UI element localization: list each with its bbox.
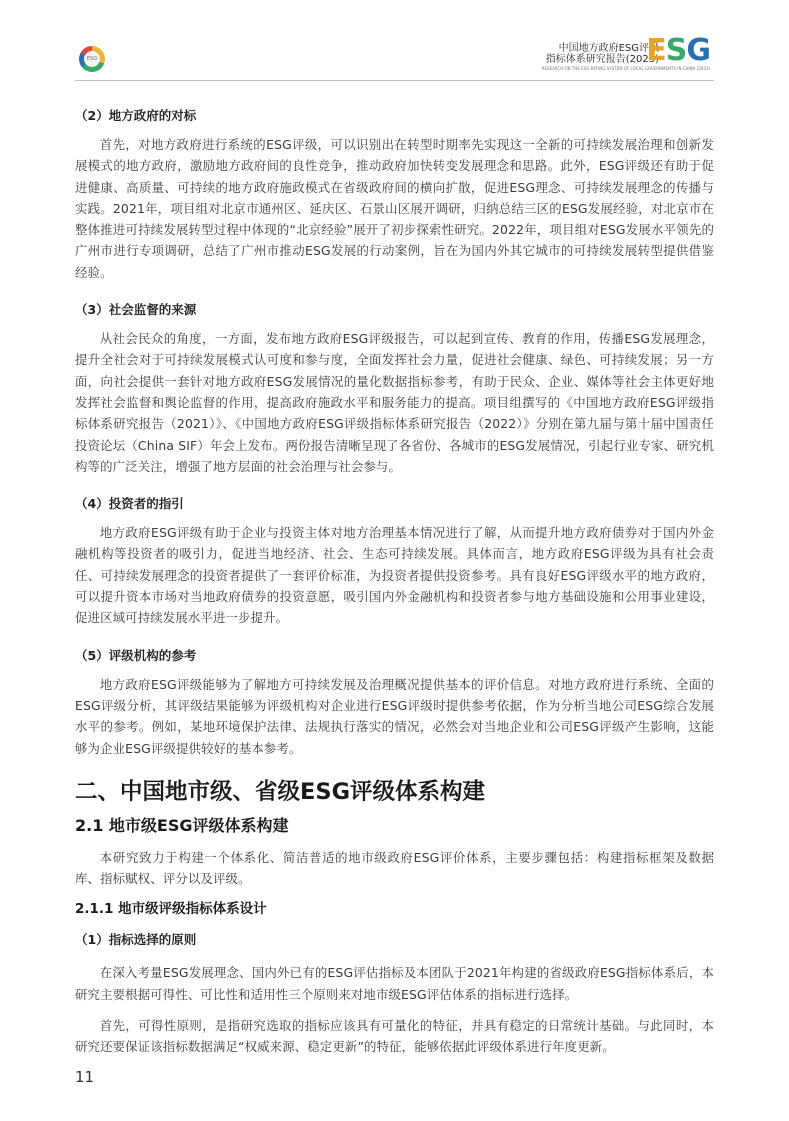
page-content bbox=[75, 104, 714, 1058]
section-heading-2-1-1: 2.1.1 地市级评级指标体系设计 bbox=[75, 901, 267, 918]
paragraph-social-supervision: 从社会民众的角度，一方面，发布地方政府ESG评级报告，可以起到宣传、教育的作用，传播ESG发展理念，提升全社会对于可持续发展模式认可度和参与度，全面发挥社会力量，促进社会健康、绿色、可持续发展；另一方面，向社会提供一套针对地方政府ESG发展情况的量化数据指标参考，有助于民众、企业、媒体等社会主体更好地发挥社会监督和舆论监督的作用，提高政府施政水平和服务能力的提高。项目组撰写的《中国地方政府ESG评级指标体系研究报告（2021）》、《中国地方政府ESG评级指标体系研究报告（2022）》分别在第九届与第十届中国责任投资论坛（China SIF）年会上发布。两份报告清晰呈现了各省份、各城市的ESG发展情况，引起行业专家、研究机构等的广泛关注，增强了地方层面的社会治理与社会参与。 bbox=[75, 331, 714, 474]
paragraph-government-benchmark: 首先，对地方政府进行系统的ESG评级，可以识别出在转型时期率先实现这一全新的可持续发展治理和创新发展模式的地方政府，激励地方政府间的良性竞争，推动政府加快转变发展理念和思路。此外，ESG评级还有助于促进健康、高质量、可持续的地方政府施政模式在省级政府间的横向扩散，促进ESG理念、可持续发展理念的传播与实践。2021年，项目组对北京市通州区、延庆区、石景山区展开调研，归纳总结三区的ESG发展经验，对北京市在整体推进可持续发展转型过程中体现的“北京经验”展开了初步探索性研究。2022年，项目组对ESG发展水平领先的广州市进行专项调研，总结了广州市推动ESG发展的行动案例，旨在为国内外其它城市的可持续发展转型提供借鉴经验。 bbox=[75, 137, 714, 280]
esg-logo-icon bbox=[79, 46, 105, 72]
paragraph-2-1: 本研究致力于构建一个体系化、简洁普适的地市级政府ESG评价体系，主要步骤包括：构建指标框架及数据库、指标赋权、评分以及评级。 bbox=[75, 849, 714, 887]
page-number: 11 bbox=[75, 1068, 95, 1086]
paragraph-principles-1: 在深入考量ESG发展理念、国内外已有的ESG评估指标及本团队于2021年构建的省级政府ESG指标体系后，本研究主要根据可得性、可比性和适用性三个原则来对地市级ESG评估体系的指标进行选择。 bbox=[75, 965, 714, 1002]
brand-letter-s: S bbox=[665, 33, 687, 68]
section-heading-rating-agency: （5）评级机构的参考 bbox=[75, 647, 197, 663]
section-heading-2-1: 2.1 地市级ESG评级体系构建 bbox=[75, 815, 289, 835]
chapter-heading: 二、中国地市级、省级ESG评级体系构建 bbox=[75, 778, 486, 805]
report-title-line2: 指标体系研究报告(2023) bbox=[545, 54, 659, 65]
section-heading-government-benchmark: （2）地方政府的对标 bbox=[75, 108, 197, 123]
section-heading-social-supervision: （3）社会监督的来源 bbox=[75, 302, 197, 318]
subsection-heading-principles: （1）指标选择的原则 bbox=[75, 932, 197, 948]
page-header bbox=[0, 0, 789, 82]
esg-brand-mark bbox=[646, 35, 710, 67]
section-heading-investor-guide: （4）投资者的指引 bbox=[75, 496, 184, 512]
report-subtitle: RESEARCH ON THE ESG RATING SYSTEM OF LOCAL GOVERNMENTS IN CHINA (2023) bbox=[541, 66, 710, 71]
brand-letter-e: E bbox=[646, 33, 666, 68]
paragraph-investor-guide: 地方政府ESG评级有助于企业与投资主体对地方治理基本情况进行了解，从而提升地方政府债券对于国内外金融机构等投资者的吸引力，促进当地经济、社会、生态可持续发展。具体而言，地方政府ESG评级为具有社会责任、可持续发展理念的投资者提供了一套评价标准，为投资者提供投资参考。具有良好ESG评级水平的地方政府，可以提升资本市场对当地政府债券的投资意愿，吸引国内外金融机构和投资者参与地方基础设施和公用事业建设，促进区域可持续发展水平进一步提升。 bbox=[75, 525, 714, 626]
brand-letter-g: G bbox=[686, 33, 710, 68]
report-title-line1: 中国地方政府ESG评级 bbox=[558, 43, 659, 54]
header-divider bbox=[75, 80, 714, 81]
logo-label: ESG bbox=[84, 51, 100, 67]
paragraph-rating-agency: 地方政府ESG评级能够为了解地方可持续发展及治理概况提供基本的评价信息。对地方政府进行系统、全面的ESG评级分析，其评级结果能够为评级机构对企业进行ESG评级时提供参考依据，作为分析当地公司ESG综合发展水平的参考。例如，某地环境保护法律、法规执行落实的情况，必然会对当地企业和公司ESG评级产生影响，这能够为企业ESG评级提供较好的基本参考。 bbox=[75, 676, 714, 756]
paragraph-principles-2: 首先，可得性原则，是指研究选取的指标应该具有可量化的特征，并具有稳定的日常统计基础。与此同时，本研究还要保证该指标数据满足“权威来源、稳定更新”的特征，能够依据此评级体系进行年度更新。 bbox=[75, 1018, 714, 1055]
report-title bbox=[546, 43, 659, 65]
